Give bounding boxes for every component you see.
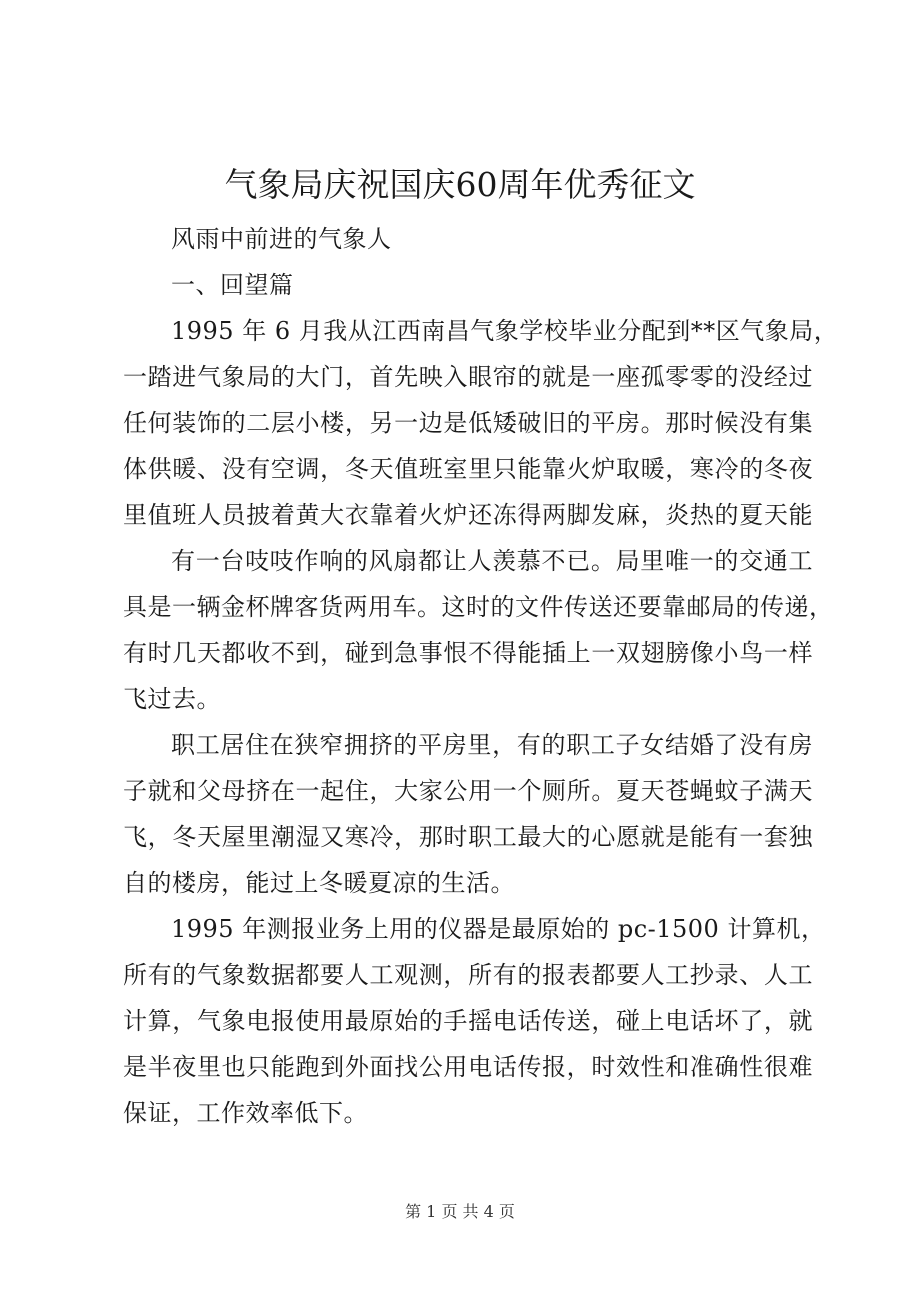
page-footer: 第 1 页 共 4 页 — [405, 1202, 515, 1221]
text-line: 具是一辆金杯牌客货两用车。这时的文件传送还要靠邮局的传递， — [123, 593, 834, 621]
text-line: 有一台吱吱作响的风扇都让人羡慕不已。局里唯一的交通工 — [171, 547, 813, 575]
text-line: 1995 年 6 月我从江西南昌气象学校毕业分配到**区气象局， — [171, 317, 839, 345]
text-line: 风雨中前进的气象人 — [171, 225, 392, 253]
document-title: 气象局庆祝国庆60周年优秀征文 — [224, 165, 696, 204]
text-line: 是半夜里也只能跑到外面找公用电话传报，时效性和准确性很难 — [123, 1053, 813, 1081]
text-line: 保证，工作效率低下。 — [123, 1099, 368, 1127]
document-body — [123, 216, 839, 1136]
text-line: 里值班人员披着黄大衣靠着火炉还冻得两脚发麻，炎热的夏天能 — [123, 501, 813, 529]
text-line: 1995 年测报业务上用的仪器是最原始的 pc-1500 计算机， — [171, 915, 826, 943]
text-line: 计算，气象电报使用最原始的手摇电话传送，碰上电话坏了，就 — [123, 1007, 813, 1035]
text-line: 子就和父母挤在一起住，大家公用一个厕所。夏天苍蝇蚊子满天 — [123, 777, 813, 805]
text-line: 飞过去。 — [123, 685, 221, 713]
text-line: 自的楼房，能过上冬暖夏凉的生活。 — [123, 869, 515, 897]
text-line: 有时几天都收不到，碰到急事恨不得能插上一双翅膀像小鸟一样 — [123, 639, 813, 667]
text-line: 任何装饰的二层小楼，另一边是低矮破旧的平房。那时候没有集 — [123, 409, 813, 437]
text-line: 一、回望篇 — [171, 271, 294, 299]
text-line: 所有的气象数据都要人工观测，所有的报表都要人工抄录、人工 — [123, 961, 813, 989]
text-line: 职工居住在狭窄拥挤的平房里，有的职工子女结婚了没有房 — [171, 731, 813, 759]
text-line: 体供暖、没有空调，冬天值班室里只能靠火炉取暖，寒冷的冬夜 — [123, 455, 813, 483]
text-line: 一踏进气象局的大门，首先映入眼帘的就是一座孤零零的没经过 — [123, 363, 813, 391]
text-line: 飞，冬天屋里潮湿又寒冷，那时职工最大的心愿就是能有一套独 — [123, 823, 813, 851]
